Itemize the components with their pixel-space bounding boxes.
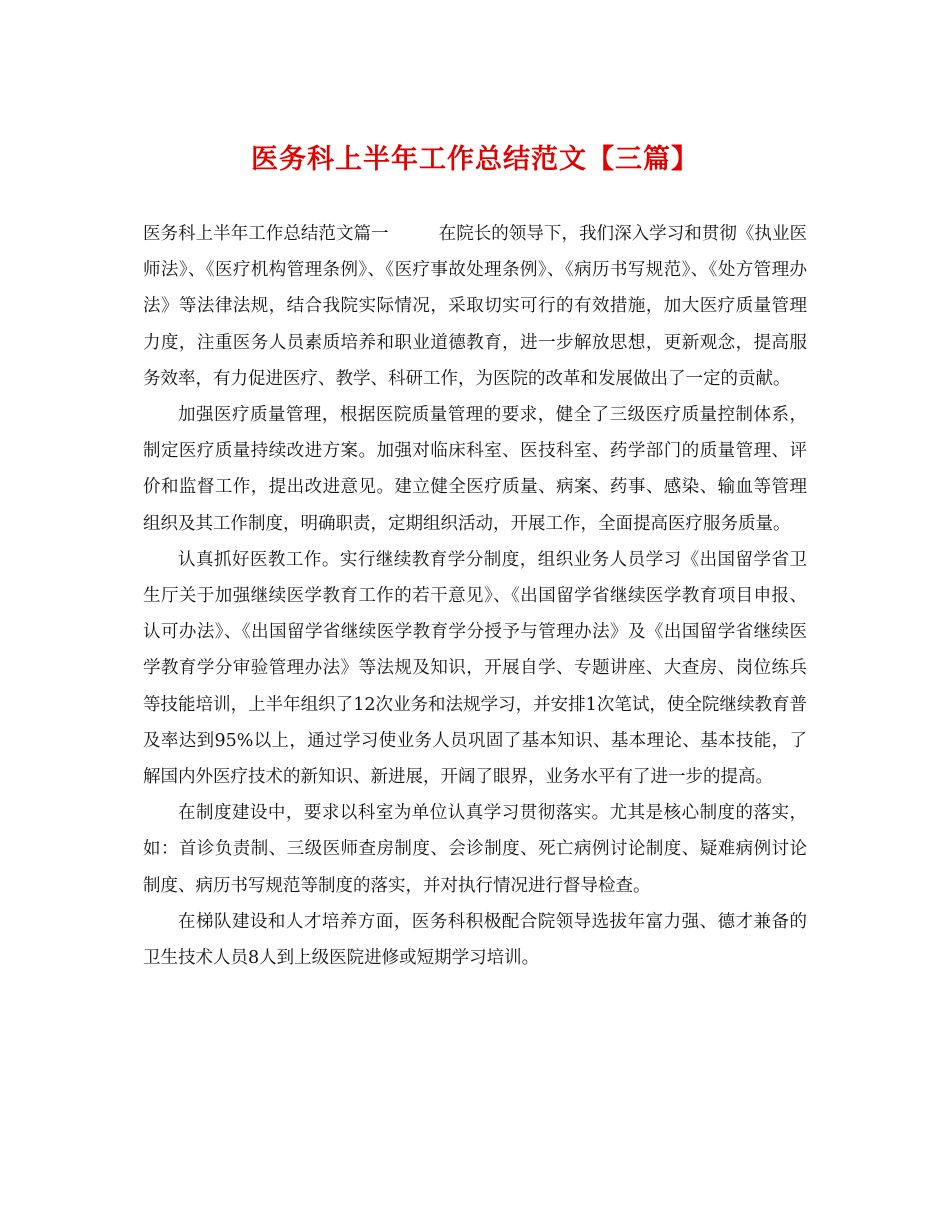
paragraph-2: 加强医疗质量管理，根据医院质量管理的要求，健全了三级医疗质量控制体系，制定医疗质量持续改进方案。加强对临床科室、医技科室、药学部门的质量管理、评价和监督工作，提出改进意见。建立健全医疗质量、病案、药事、感染、输血等管理组织及其工作制度，明确职责，定期组织活动，开展工作，全面提高医疗服务质量。 [143,405,807,534]
intro-heading: 医务科上半年工作总结范文篇一 [143,224,389,244]
paragraph-1 [143,216,807,397]
paragraph-4: 在制度建设中，要求以科室为单位认真学习贯彻落实。尤其是核心制度的落实，如：首诊负责制、三级医师查房制度、会诊制度、死亡病例讨论制度、疑难病例讨论制度、病历书写规范等制度的落实，并对执行情况进行督导检查。 [143,803,807,896]
paragraph-5: 在梯队建设和人才培养方面，医务科积极配合院领导选拔年富力强、德才兼备的卫生技术人员8人到上级医院进修或短期学习培训。 [143,911,807,969]
paragraph-1-text: 在院长的领导下，我们深入学习和贯彻《执业医师法》、《医疗机构管理条例》、《医疗事故处理条例》、《病历书写规范》、《处方管理办法》等法律法规，结合我院实际情况，采取切实可行的有效措施，加大医疗质量管理力度，注重医务人员素质培养和职业道德教育，进一步解放思想，更新观念，提高服务效率，有力促进医疗、教学、科研工作，为医院的改革和发展做出了一定的贡献。 [143,224,808,389]
document-title: 医务科上半年工作总结范文【三篇】 [251,144,699,175]
paragraph-3: 认真抓好医教工作。实行继续教育学分制度，组织业务人员学习《出国留学省卫生厅关于加强继续医学教育工作的若干意见》、《出国留学省继续医学教育项目申报、认可办法》、《出国留学省继续医学教育学分授予与管理办法》及《出国留学省继续医学教育学分审验管理办法》等法规及知识，开展自学、专题讲座、大查房、岗位练兵等技能培训，上半年组织了12次业务和法规学习，并安排1次笔试，使全院继续教育普及率达到95%以上，通过学习使业务人员巩固了基本知识、基本理论、基本技能，了解国内外医疗技术的新知识、新进展，开阔了眼界，业务水平有了进一步的提高。 [143,549,807,788]
document-body [143,216,807,976]
